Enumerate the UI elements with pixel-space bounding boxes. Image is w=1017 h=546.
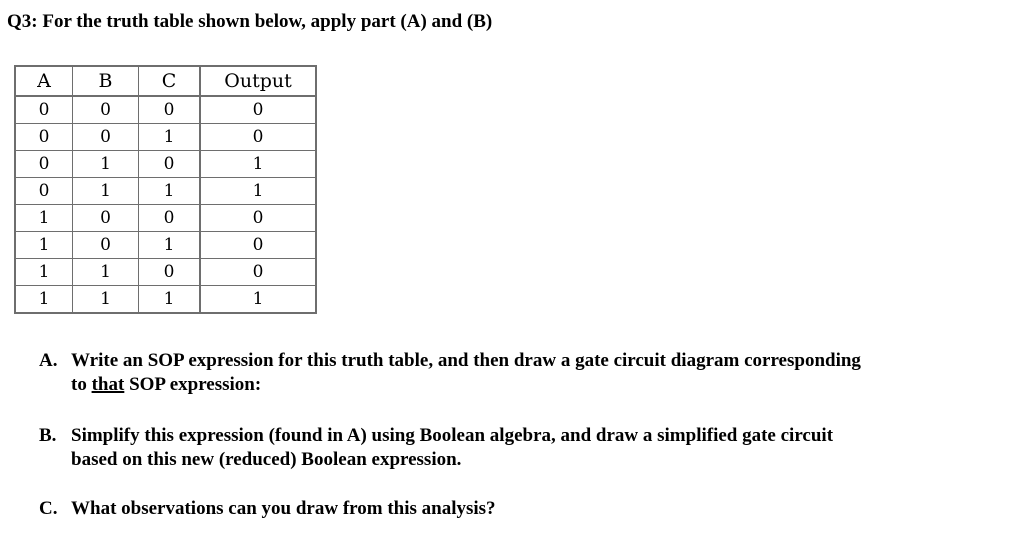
cell-output: 1: [200, 151, 316, 178]
cell-b: 0: [73, 232, 139, 259]
cell-a: 1: [15, 259, 73, 286]
cell-output: 1: [200, 286, 316, 314]
cell-c: 1: [139, 178, 201, 205]
table-row: [15, 205, 316, 232]
table-header-row: [15, 66, 316, 96]
cell-a: 0: [15, 178, 73, 205]
table-row: [15, 124, 316, 151]
cell-output: 0: [200, 259, 316, 286]
part-a-line1: Write an SOP expression for this truth table, and then draw a gate circuit diagram corresponding: [71, 350, 861, 371]
cell-c: 1: [139, 232, 201, 259]
table-row: [15, 286, 316, 314]
cell-b: 0: [73, 205, 139, 232]
table-row: [15, 232, 316, 259]
cell-a: 1: [15, 205, 73, 232]
cell-output: 0: [200, 96, 316, 124]
part-b-line1: Simplify this expression (found in A) using Boolean algebra, and draw a simplified gate circuit: [71, 425, 834, 446]
table-body: [15, 96, 316, 313]
question-title: Q3: For the truth table shown below, apply part (A) and (B): [7, 11, 493, 32]
cell-output: 0: [200, 205, 316, 232]
cell-a: 0: [15, 151, 73, 178]
cell-b: 1: [73, 151, 139, 178]
cell-output: 0: [200, 232, 316, 259]
header-output: Output: [200, 66, 316, 96]
part-a: [39, 349, 861, 397]
cell-a: 0: [15, 96, 73, 124]
cell-a: 0: [15, 124, 73, 151]
truth-table: [14, 65, 317, 314]
cell-b: 1: [73, 259, 139, 286]
cell-c: 0: [139, 259, 201, 286]
part-a-line2-post: SOP expression:: [124, 374, 262, 395]
part-a-underlined-word: that: [91, 374, 125, 395]
table-row: [15, 259, 316, 286]
header-a: A: [15, 66, 73, 96]
cell-c: 1: [139, 124, 201, 151]
cell-a: 1: [15, 232, 73, 259]
cell-b: 1: [73, 286, 139, 314]
cell-c: 0: [139, 151, 201, 178]
header-c: C: [139, 66, 201, 96]
part-c: [39, 497, 496, 521]
cell-b: 0: [73, 96, 139, 124]
header-b: B: [73, 66, 139, 96]
part-a-letter: A.: [39, 350, 58, 371]
cell-a: 1: [15, 286, 73, 314]
part-c-letter: C.: [39, 498, 58, 519]
part-b-letter: B.: [39, 425, 57, 446]
table-row: [15, 96, 316, 124]
table-row: [15, 151, 316, 178]
cell-c: 0: [139, 96, 201, 124]
cell-b: 1: [73, 178, 139, 205]
part-b-line2: based on this new (reduced) Boolean expression.: [71, 449, 462, 470]
part-b: [39, 424, 833, 472]
cell-c: 0: [139, 205, 201, 232]
part-c-line1: What observations can you draw from this analysis?: [71, 498, 496, 519]
part-a-line2: [39, 373, 861, 397]
cell-output: 1: [200, 178, 316, 205]
part-a-line2-pre: to: [71, 374, 92, 395]
table-row: [15, 178, 316, 205]
cell-c: 1: [139, 286, 201, 314]
cell-output: 0: [200, 124, 316, 151]
cell-b: 0: [73, 124, 139, 151]
